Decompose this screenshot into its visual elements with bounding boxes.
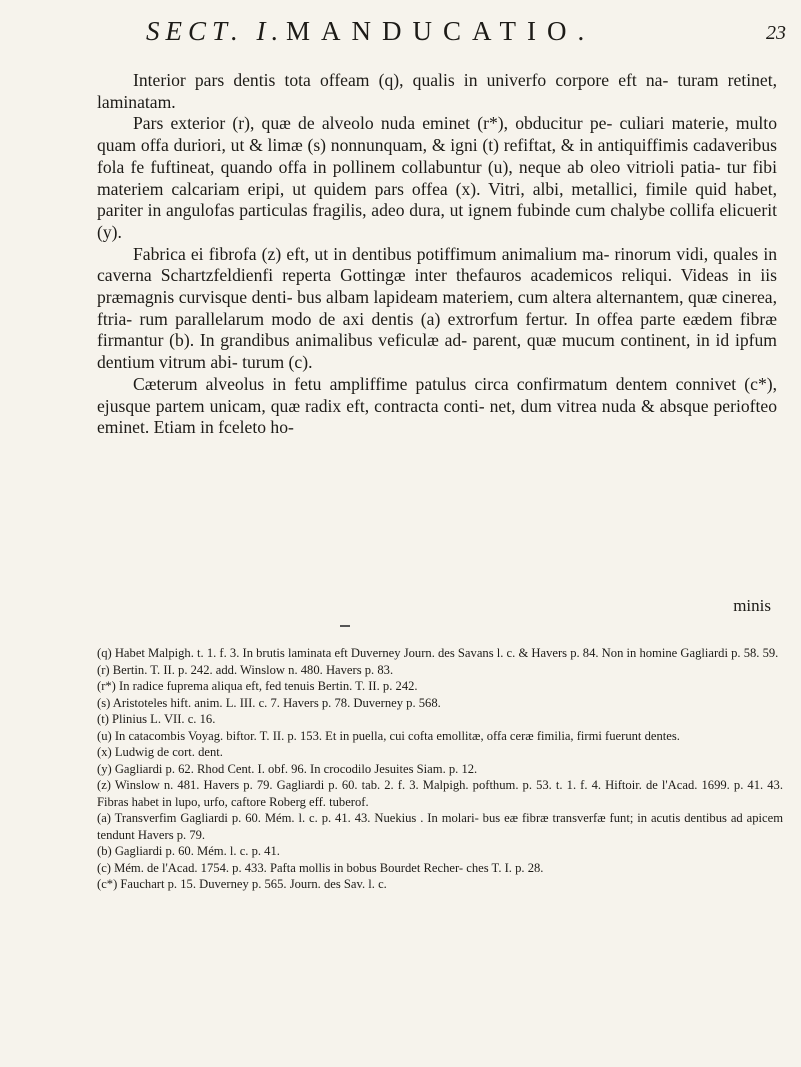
paragraph: Pars exterior (r), quæ de alveolo nuda eminet (r*), obducitur pe- culiari materie, multo quam offa duriori, ut & limæ (s) nonnunquam, & igni (t) refiftat, & in antiquiffimis cadaveribus fola fe fuftineat, quando offa in pollinem collabuntur (u), neque ab oleo vitrioli patia- tur fibi materiem calcariam eripi, ut quidem pars offea (x). Vitri, albi, metallici, fimile quid habet, pariter in angulofas particulas fragilis, adeo dura, ut ignem fubinde cum chalybe collifa elicuerit (y).	[97, 113, 777, 242]
footnotes	[97, 645, 783, 893]
running-header	[146, 16, 786, 56]
paragraph: Cæterum alveolus in fetu ampliffime patulus circa confirmatum dentem connivet (c*), ejusque partem unicam, quæ radix eft, contracta conti- net, dum vitrea nuda & absque periofteo eminet. Etiam in fceleto ho-	[97, 373, 777, 438]
paragraph: Fabrica ei fibrofa (z) eft, ut in dentibus potiffimum animalium ma- rinorum vidi, quales in caverna Schartzfeldienfi reperta Gottingæ inter thefauros academicos reliqui. Videas in iis præmagnis curvisque denti- bus albam lapideam materiem, cum altera alternantem, quæ cinerea, ftria- rum parallelarum modo de axi dentis (a) extrorfum fertur. In offea parte eædem fibræ firmantur (b). In grandibus animalibus veficulæ ad- parent, quæ mucum continent, in id ipfum dentium vitrum abi- turum (c).	[97, 243, 777, 373]
footnote: (r) Bertin. T. II. p. 242. add. Winslow n. 480. Havers p. 83.	[97, 662, 394, 677]
footnote: (s) Aristoteles hift. anim. L. III. c. 7. Havers p. 78. Duverney p. 568.	[97, 695, 441, 710]
footnote: (c*) Fauchart p. 15. Duverney p. 565. Journ. des Sav. l. c.	[97, 877, 387, 891]
page-number: 23	[766, 22, 786, 44]
footnote: (b) Gagliardi p. 60. Mém. l. c. p. 41.	[97, 844, 280, 858]
footnote: (x) Ludwig de cort. dent.	[97, 745, 223, 759]
footnote: (q) Habet Malpigh. t. 1. f. 3. In brutis laminata eft Duverney Journ. des Savans l. c. & Havers p. 84. Non in homine Gagliardi p. 58. 59.	[97, 646, 779, 660]
divider	[340, 625, 350, 627]
footnote: (c) Mém. de l'Acad. 1754. p. 433. Pafta mollis in bobus Bourdet Recher- ches T. I. p. 28.	[97, 860, 544, 875]
catchword: minis	[733, 596, 771, 615]
footnote: (y) Gagliardi p. 62. Rhod Cent. I. obf. 96. In crocodilo Jesuites Siam. p. 12.	[97, 761, 478, 776]
paragraph: Interior pars dentis tota offeam (q), qualis in univerfo corpore eft na- turam retinet, laminatam.	[97, 70, 777, 112]
section-label: SECT. I.	[146, 16, 285, 46]
footnote: (z) Winslow n. 481. Havers p. 79. Gagliardi p. 60. tab. 2. f. 3. Malpigh. pofthum. p. 53. t. 1. f. 4. Hiftoir. de l'Acad. 1699. p. 41. 43. Fibras habet in lupo, urfo, caftore Roberg eff. tuberof.	[97, 778, 783, 809]
running-title: MANDUCATIO.	[286, 16, 596, 46]
footnote: (u) In catacombis Voyag. biftor. T. II. p. 153. Et in puella, cui cofta emollitæ, offa ceræ fimilia, firmi fuerunt dentes.	[97, 728, 680, 743]
footnote: (a) Transverfim Gagliardi p. 60. Mém. l. c. p. 41. 43. Nuekius . In molari- bus eæ fibræ transverfæ funt; in acutis dentibus ad apicem tendunt Havers p. 79.	[97, 811, 783, 842]
footnote: (t) Plinius L. VII. c. 16.	[97, 712, 216, 726]
footnote: (r*) In radice fuprema aliqua eft, fed tenuis Bertin. T. II. p. 242.	[97, 679, 418, 693]
body-text	[97, 70, 777, 439]
